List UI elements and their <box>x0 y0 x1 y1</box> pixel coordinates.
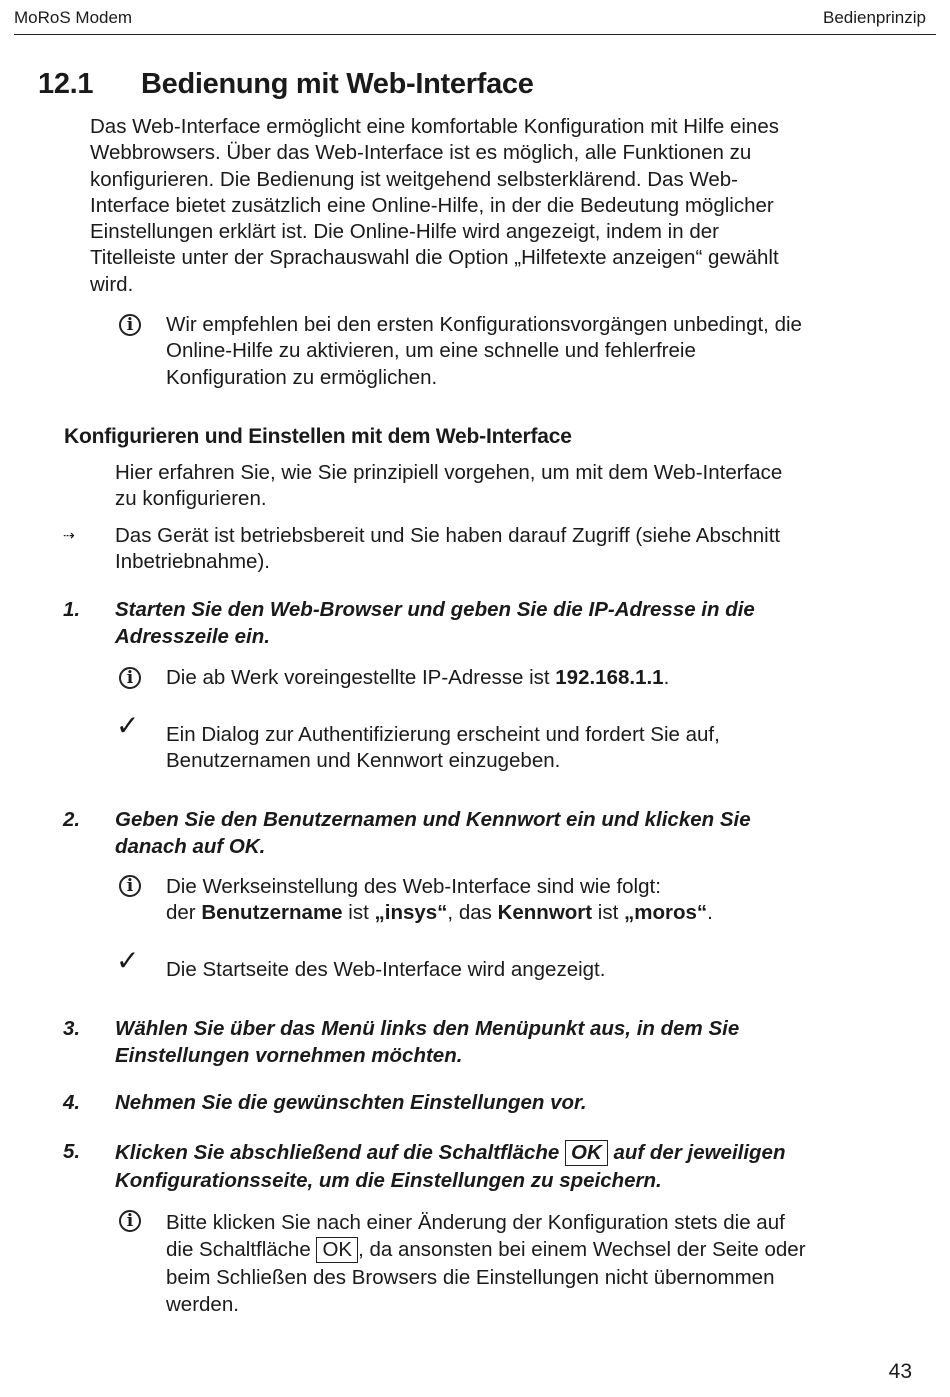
result-auth-dialog <box>166 722 720 775</box>
text-line: Das Gerät ist betriebsbereit und Sie haben darauf Zugriff (siehe Abschnitt <box>115 524 781 547</box>
note-default-ip: Die ab Werk voreingestellte IP-Adresse ist 192.168.1.1. <box>166 666 670 689</box>
text-line: zu konfigurieren. <box>115 487 267 511</box>
username-label: Benutzername <box>201 901 343 925</box>
text-line: Hier erfahren Sie, wie Sie prinzipiell vorgehen, um mit dem Web-Interface <box>115 461 783 484</box>
text-line: Konfiguration zu ermöglichen. <box>166 365 438 389</box>
note-default-credentials <box>166 874 713 927</box>
checkmark-icon: ✓ <box>116 944 140 977</box>
text-line: der Benutzername ist „insys“, das Kennwort ist „moros“. <box>166 901 713 925</box>
text-line: beim Schließen des Browsers die Einstellungen nicht übernommen <box>166 1265 775 1289</box>
text-line: werden. <box>166 1292 239 1316</box>
info-icon: i <box>119 667 141 689</box>
section-heading: Bedienung mit Web-Interface <box>141 68 534 100</box>
text-line: Benutzernamen und Kennwort einzugeben. <box>166 749 561 773</box>
text-line: Das Web-Interface ermöglicht eine komfortable Konfiguration mit Hilfe eines <box>90 115 779 138</box>
step-2 <box>115 807 895 860</box>
text-line: Titelleiste unter der Sprachauswahl die Option „Hilfetexte anzeigen“ gewählt <box>90 246 779 270</box>
note-recommend-help <box>166 312 802 391</box>
prerequisite-arrow-icon: ⇢ <box>63 527 75 543</box>
step-3 <box>115 1016 895 1069</box>
header-product: MoRoS Modem <box>14 8 133 27</box>
header-chapter: Bedienprinzip <box>822 8 926 27</box>
text-line: Interface bietet zusätzlich eine Online-Hilfe, in der die Bedeutung möglicher <box>90 193 774 217</box>
username-value: „insys“ <box>374 901 448 925</box>
text-line: die Schaltfläche OK , da ansonsten bei einem Wechsel der Seite oder <box>166 1238 806 1262</box>
text-line: Bitte klicken Sie nach einer Änderung der Konfiguration stets die auf <box>166 1211 785 1234</box>
checkmark-icon: ✓ <box>116 709 140 742</box>
text-line: Geben Sie den Benutzernamen und Kennwort ein und klicken Sie <box>115 808 751 831</box>
info-icon: i <box>119 875 141 897</box>
ok-button: OK <box>316 1237 358 1263</box>
info-icon: i <box>119 314 141 336</box>
howto-paragraph <box>115 460 782 513</box>
text-line: Ein Dialog zur Authentifizierung erscheint und fordert Sie auf, <box>166 723 720 746</box>
step-1 <box>115 597 895 650</box>
step-number: 3. <box>63 1017 81 1040</box>
step-number: 2. <box>63 808 81 831</box>
text-line: Webbrowsers. Über das Web-Interface ist es möglich, alle Funktionen zu <box>90 141 752 165</box>
text-line: Starten Sie den Web-Browser und geben Sie die IP-Adresse in die <box>115 598 755 621</box>
info-icon: i <box>119 1210 141 1232</box>
subheading: Konfigurieren und Einstellen mit dem Web-Interface <box>64 425 572 448</box>
text-line: Klicken Sie abschließend auf die Schaltfläche OK auf der jeweiligen <box>115 1141 786 1164</box>
text-line: Inbetriebnahme). <box>115 550 270 574</box>
text-line: Die Werkseinstellung des Web-Interface sind wie folgt: <box>166 875 661 898</box>
text-line: Konfigurationsseite, um die Einstellungen zu speichern. <box>115 1169 662 1192</box>
page-header <box>14 6 936 35</box>
prerequisite <box>115 523 780 576</box>
text-line: Adresszeile ein. <box>115 624 270 648</box>
step-number: 1. <box>63 598 81 621</box>
ip-address: 192.168.1.1 <box>555 666 664 689</box>
result-start-page: Die Startseite des Web-Interface wird angezeigt. <box>166 958 606 981</box>
page-number: 43 <box>888 1360 912 1383</box>
password-value: „moros“ <box>624 901 708 925</box>
ok-button: OK <box>565 1140 608 1166</box>
text-line: Wählen Sie über das Menü links den Menüpunkt aus, in dem Sie <box>115 1017 740 1040</box>
step-number: 5. <box>63 1140 81 1163</box>
text-line: konfigurieren. Die Bedienung ist weitgehend selbsterklärend. Das Web- <box>90 167 739 191</box>
section-title <box>38 68 534 101</box>
text-line: Wir empfehlen bei den ersten Konfigurationsvorgängen unbedingt, die <box>166 313 802 336</box>
text-line: Einstellungen vornehmen möchten. <box>115 1043 463 1067</box>
text-line: Online-Hilfe zu aktivieren, um eine schnelle und fehlerfreie <box>166 339 696 363</box>
password-label: Kennwort <box>497 901 593 925</box>
intro-paragraph <box>90 114 779 298</box>
text-line: Einstellungen erklärt ist. Die Online-Hilfe wird angezeigt, indem in der <box>90 220 719 244</box>
step-5 <box>115 1139 895 1195</box>
section-number: 12.1 <box>38 68 94 100</box>
note-click-ok <box>166 1209 806 1318</box>
text-line: wird. <box>90 272 134 296</box>
text-line: danach auf OK. <box>115 834 266 858</box>
step-4: Nehmen Sie die gewünschten Einstellungen vor. <box>115 1091 587 1114</box>
step-number: 4. <box>63 1091 81 1114</box>
